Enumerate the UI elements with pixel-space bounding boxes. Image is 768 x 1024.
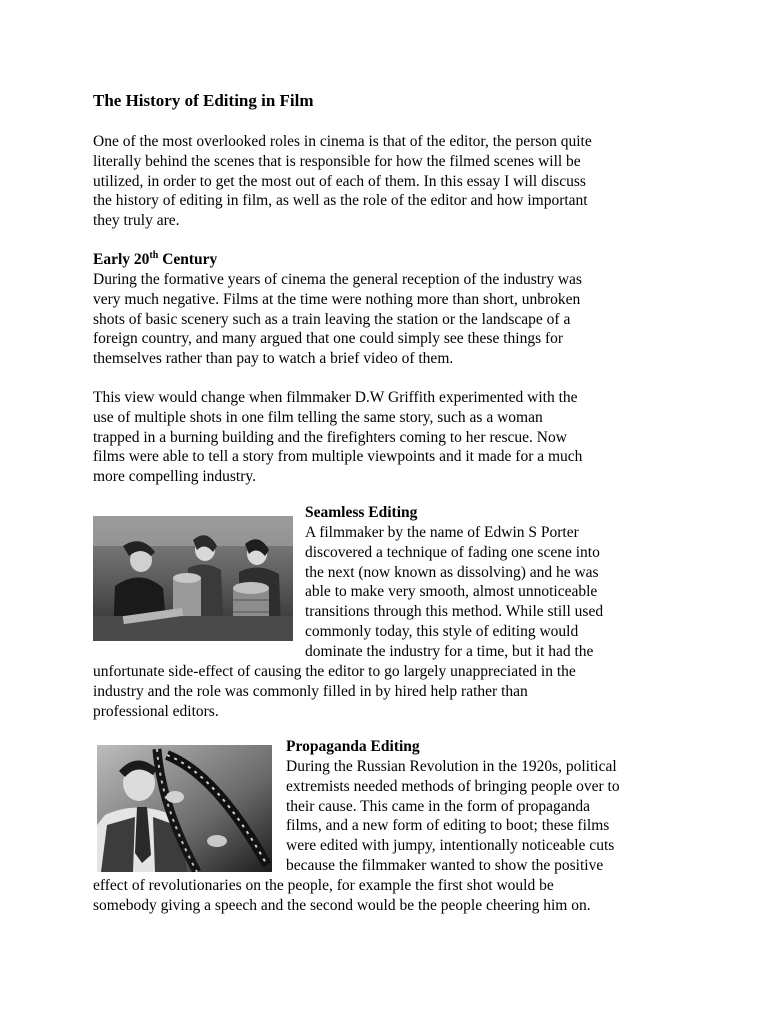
heading-text: Century [158,251,218,268]
text-line: their cause. This came in the form of propaganda [286,797,591,815]
text-line: During the Russian Revolution in the 1920s, political [286,758,617,775]
intro-paragraph [93,132,693,231]
seamless-full-paragraph [93,662,693,721]
text-line: dominate the industry for a time, but it had the [305,642,594,660]
text-line: unfortunate side-effect of causing the editor to go largely unappreciated in the [93,663,576,680]
document-title: The History of Editing in Film [93,91,314,110]
text-line: literally behind the scenes that is responsible for how the filmed scenes will be [93,152,581,170]
editors-with-film-reels-photo [93,516,293,641]
text-line: the next (now known as dissolving) and he was [305,563,599,581]
man-with-film-strip-photo [97,745,272,872]
text-line: use of multiple shots in one film telling the same story, such as a woman [93,408,543,426]
section-heading-propaganda-editing: Propaganda Editing [286,738,420,755]
text-line: trapped in a burning building and the firefighters coming to her rescue. Now [93,428,567,446]
text-line: were edited with jumpy, intentionally noticeable cuts [286,837,615,855]
text-line: somebody giving a speech and the second would be the people cheering him on. [93,896,591,914]
section-heading-seamless-editing: Seamless Editing [305,504,418,521]
text-line: During the formative years of cinema the general reception of the industry was [93,271,582,288]
text-line: very much negative. Films at the time were nothing more than short, unbroken [93,290,581,308]
text-line: One of the most overlooked roles in cinema is that of the editor, the person quite [93,133,592,150]
section-heading-early-20th-century [93,250,217,270]
heading-superscript: th [149,250,159,261]
text-line: themselves rather than pay to watch a brief video of them. [93,350,454,368]
early-century-paragraph [93,270,693,369]
text-line: This view would change when filmmaker D.W Griffith experimented with the [93,389,578,406]
text-line: discovered a technique of fading one scene into [305,543,600,561]
propaganda-full-paragraph [93,876,693,916]
heading-text: Early 20 [93,251,150,268]
text-line: because the filmmaker wanted to show the positive [286,856,604,874]
text-line: shots of basic scenery such as a train leaving the station or the landscape of a [93,310,571,328]
text-line: professional editors. [93,702,219,720]
griffith-paragraph [93,388,693,487]
text-line: more compelling industry. [93,468,257,486]
text-line: extremists needed methods of bringing people over to [286,777,620,795]
text-line: the history of editing in film, as well as the role of the editor and how important [93,192,588,210]
text-line: foreign country, and many argued that one could simply see these things for [93,330,564,348]
text-line: films were able to tell a story from multiple viewpoints and it made for a much [93,448,583,466]
text-line: transitions through this method. While still used [305,603,604,621]
text-line: they truly are. [93,212,180,230]
text-line: effect of revolutionaries on the people, for example the first shot would be [93,877,554,894]
seamless-side-paragraph [305,523,685,662]
text-line: able to make very smooth, almost unnoticeable [305,583,598,601]
text-line: utilized, in order to get the most out of each of them. In this essay I will discuss [93,172,586,190]
text-line: A filmmaker by the name of Edwin S Porter [305,524,579,541]
text-line: commonly today, this style of editing would [305,622,579,640]
text-line: industry and the role was commonly filled in by hired help rather than [93,682,528,700]
propaganda-side-paragraph [286,757,696,876]
text-line: films, and a new form of editing to boot; these films [286,817,610,835]
